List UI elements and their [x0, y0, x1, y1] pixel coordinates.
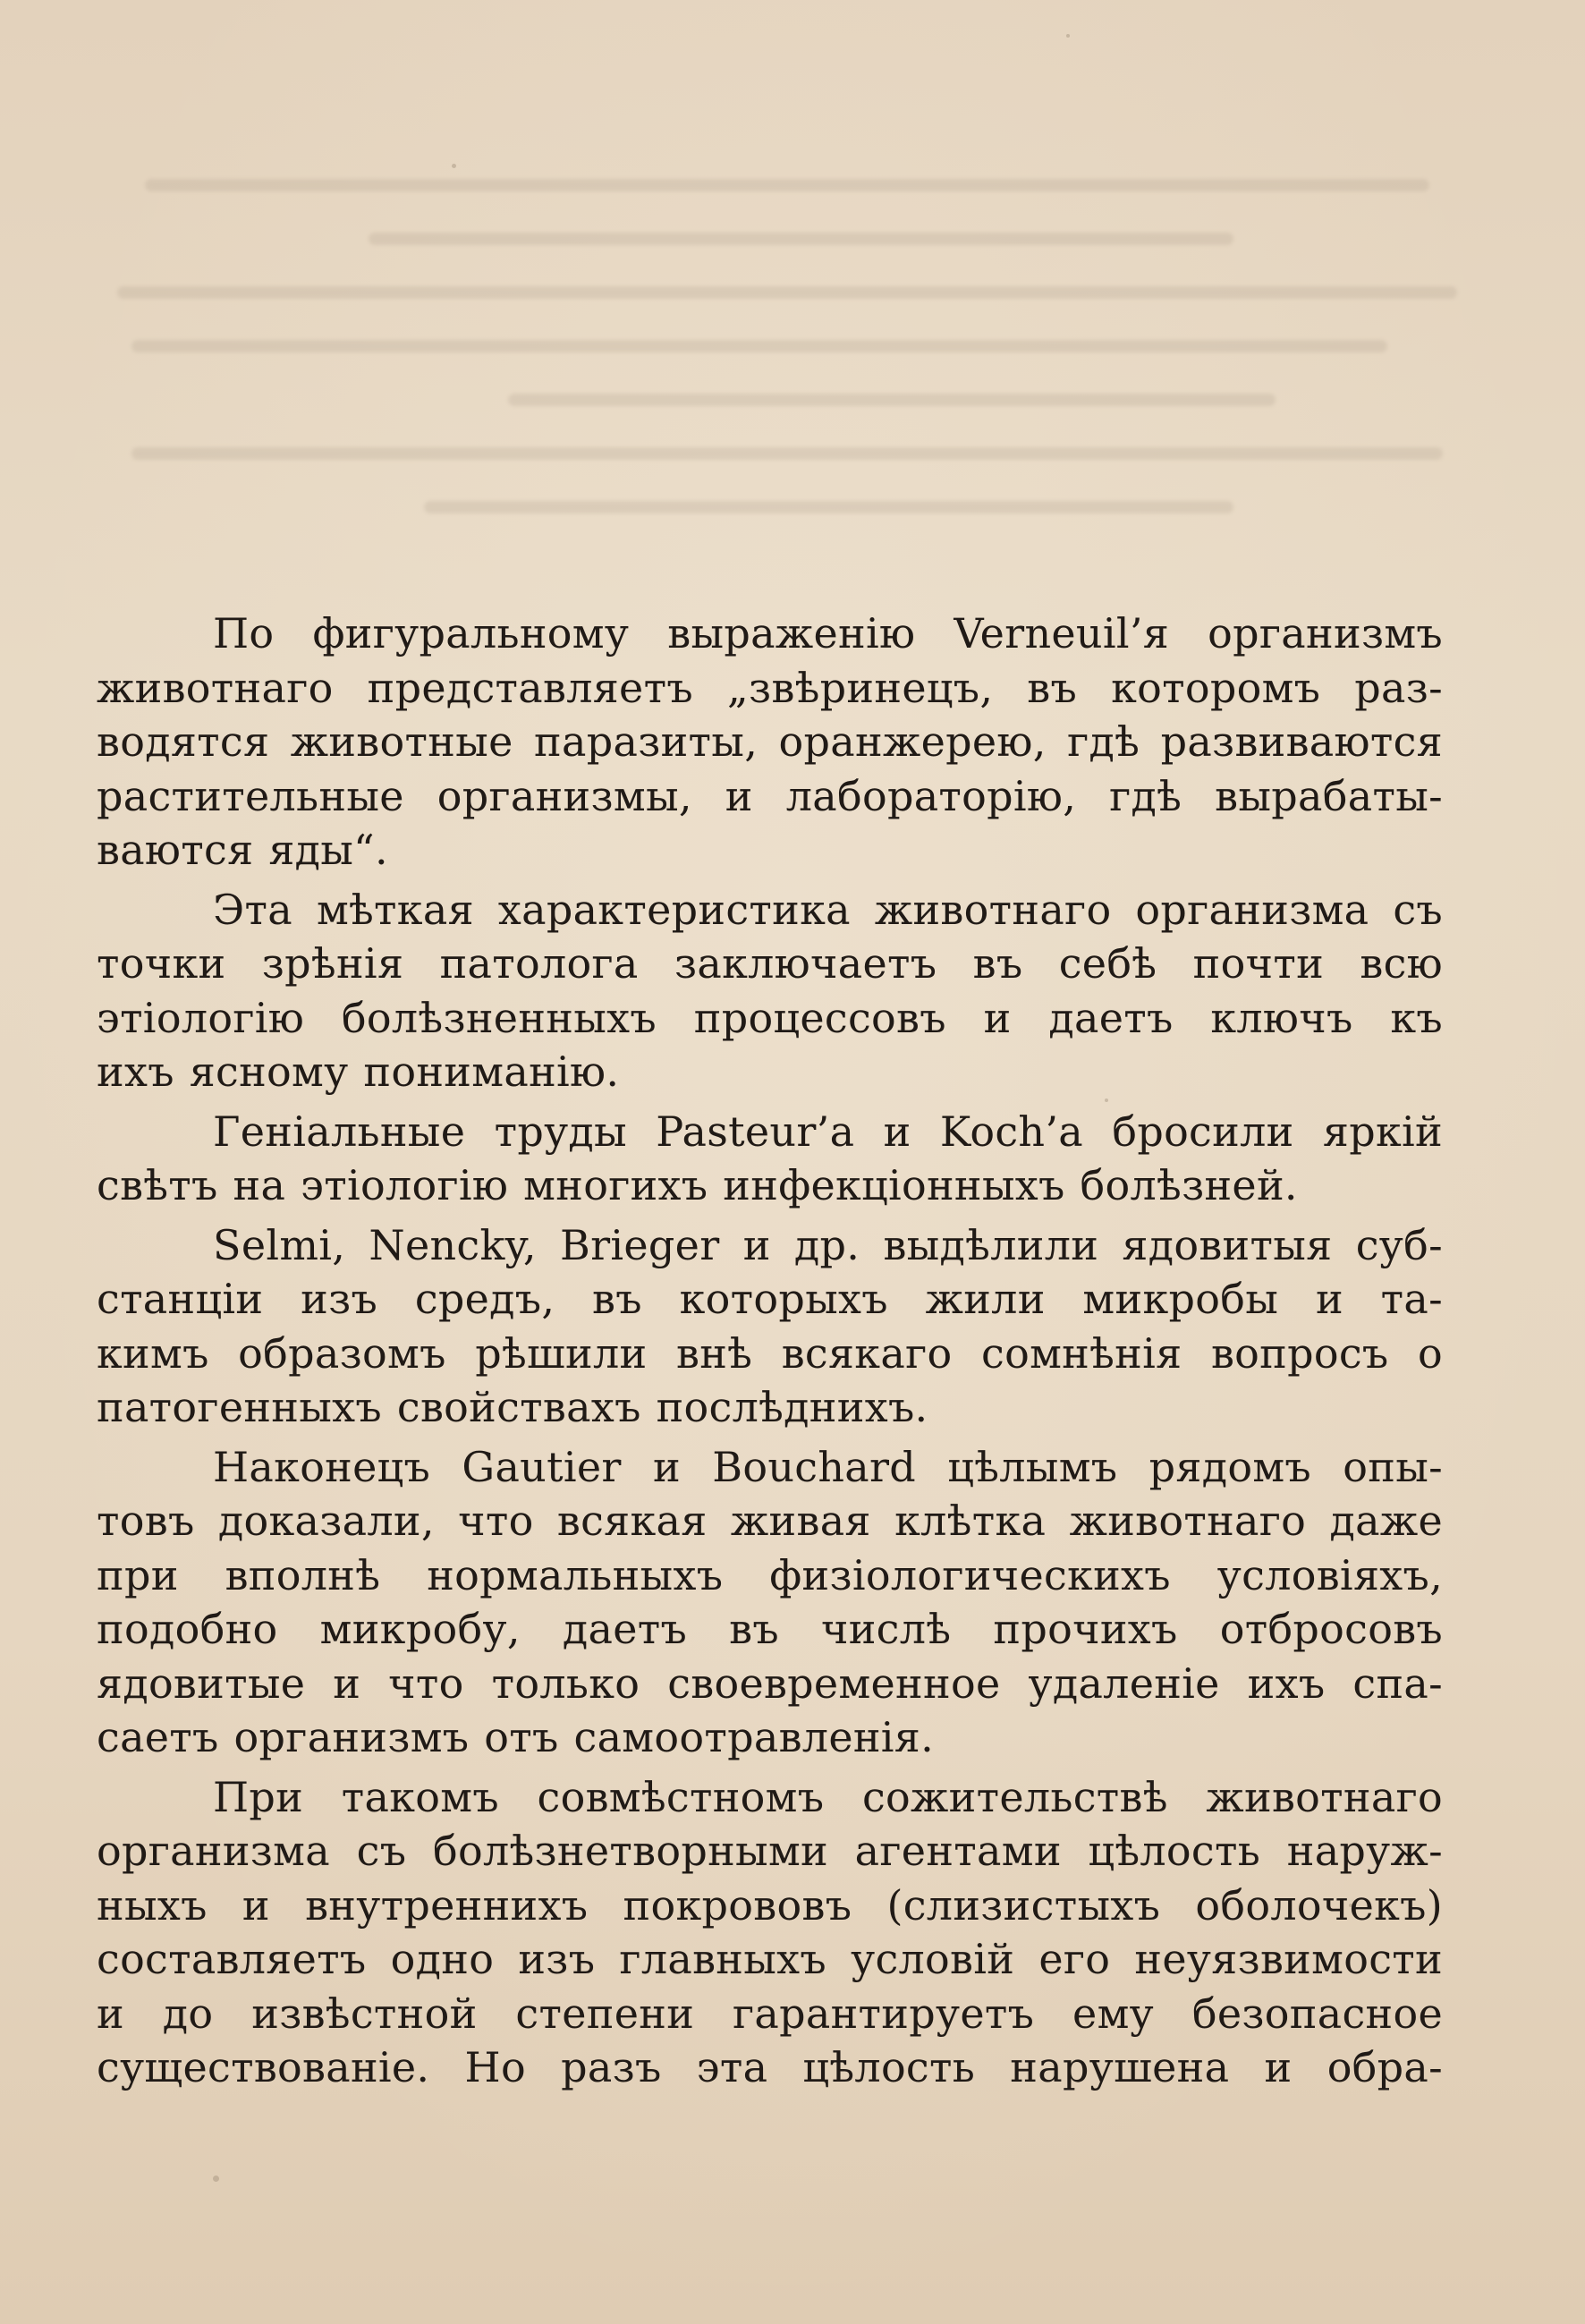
- text-line: патогенныхъ свойствахъ послѣднихъ.: [97, 1383, 928, 1431]
- paper-speck: [452, 164, 456, 168]
- paragraph: [97, 1105, 1443, 1213]
- text-line: ихъ ясному пониманію.: [97, 1047, 620, 1096]
- paragraph: [97, 1218, 1443, 1435]
- paragraph: [97, 1770, 1443, 2095]
- text-line: По фигуральному выраженію Verneuil’я организмъ: [213, 609, 1443, 657]
- text-line: ядовитые и что только своевременное удаленіе ихъ спа-: [97, 1658, 1443, 1708]
- paragraph: [97, 1440, 1443, 1765]
- text-line: существованіе. Но разъ эта цѣлость нарушена и обра-: [97, 2043, 1443, 2091]
- text-line: Selmi, Nencky, Brieger и др. выдѣлили ядовитыя суб-: [213, 1220, 1443, 1269]
- text-line: организма съ болѣзнетворными агентами цѣлость наруж-: [97, 1827, 1443, 1875]
- text-line: При такомъ совмѣстномъ сожительствѣ животнаго: [213, 1772, 1443, 1821]
- text-line: кимъ образомъ рѣшили внѣ всякаго сомнѣнія вопросъ о: [97, 1328, 1443, 1378]
- text-line: водятся животные паразиты, оранжерею, гдѣ развиваются: [97, 717, 1443, 766]
- text-line: растительные организмы, и лабораторію, гдѣ вырабаты-: [97, 771, 1443, 820]
- text-line: Геніальные труды Pasteur’а и Koch’а бросили яркій: [213, 1107, 1443, 1156]
- text-line: животнаго представляетъ „звѣринецъ, въ которомъ раз-: [97, 663, 1443, 712]
- paragraph: [97, 606, 1443, 878]
- text-line: точки зрѣнія патолога заключаетъ въ себѣ почти всю: [97, 939, 1443, 988]
- text-line: станціи изъ средъ, въ которыхъ жили микробы и та-: [97, 1275, 1443, 1323]
- text-line: этіологію болѣзненныхъ процессовъ и даетъ ключъ къ: [97, 993, 1443, 1042]
- text-line: саетъ организмъ отъ самоотравленія.: [97, 1713, 935, 1761]
- body-text: [97, 606, 1443, 2095]
- text-line: составляетъ одно изъ главныхъ условій его неуязвимости: [97, 1935, 1443, 1983]
- text-line: подобно микробу, даетъ въ числѣ прочихъ отбросовъ: [97, 1605, 1443, 1653]
- text-line: ваются яды“.: [97, 826, 388, 874]
- text-line: свѣтъ на этіологію многихъ инфекціонныхъ болѣзней.: [97, 1161, 1298, 1209]
- text-line: и до извѣстной степени гарантируетъ ему безопасное: [97, 1989, 1443, 2038]
- text-line: Наконецъ Gautier и Bouchard цѣлымъ рядомъ опы-: [213, 1442, 1443, 1491]
- bleed-through-text: [89, 179, 1485, 590]
- text-line: ныхъ и внутреннихъ покрововъ (слизистыхъ оболочекъ): [97, 1880, 1443, 1930]
- paragraph: [97, 883, 1443, 1099]
- page-number-bleed: [1415, 9, 1549, 107]
- text-line: Эта мѣткая характеристика животнаго организма съ: [213, 885, 1443, 934]
- paper-speck: [1066, 34, 1070, 38]
- text-line: при вполнѣ нормальныхъ физіологическихъ условіяхъ,: [97, 1550, 1443, 1599]
- paper-speck: [213, 2176, 219, 2182]
- text-line: товъ доказали, что всякая живая клѣтка животнаго даже: [97, 1497, 1443, 1545]
